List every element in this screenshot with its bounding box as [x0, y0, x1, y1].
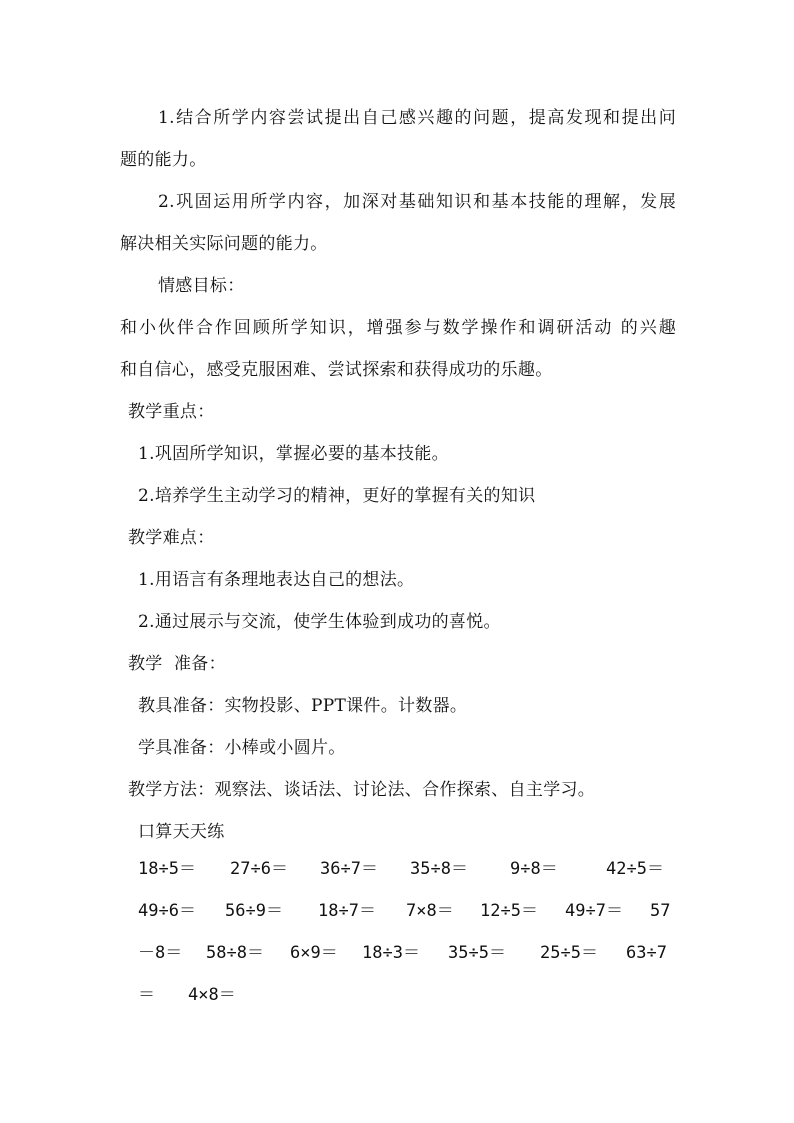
emotional-goals-line-1: 和小伙伴合作回顾所学知识，增强参与数学操作和调研活动 的兴趣 [120, 318, 676, 338]
math-problem: 27÷6＝ [230, 859, 288, 879]
math-problem: 35÷5＝ [448, 943, 506, 963]
math-problem: 25÷5＝ [540, 943, 598, 963]
math-problem: 49÷6＝ [138, 901, 196, 921]
math-problem: 42÷5＝ [606, 859, 664, 879]
math-problem: 35÷8＝ [410, 859, 468, 879]
emotional-goals-line-2: 和自信心，感受克服困难、尝试探索和获得成功的乐趣。 [120, 360, 553, 380]
math-problem: 57 [650, 901, 671, 921]
math-problem: 7×8＝ [406, 901, 454, 921]
objective-2-line-1: 2.巩固运用所学内容，加深对基础知识和基本技能的理解，发展 [158, 192, 676, 212]
key-points-heading: 教学重点： [128, 402, 215, 422]
math-problem: 18÷7＝ [318, 901, 376, 921]
math-problem: 63÷7 [626, 943, 667, 963]
key-point-item-2: 2.培养学生主动学习的精神，更好的掌握有关的知识 [138, 486, 536, 506]
mental-math-title: 口算天天练 [138, 822, 225, 842]
objective-1-line-1: 1.结合所学内容尝试提出自己感兴趣的问题，提高发现和提出问 [158, 108, 676, 128]
math-problem: 9÷8＝ [510, 859, 558, 879]
difficulties-heading: 教学难点： [128, 528, 215, 548]
math-problem: 12÷5＝ [480, 901, 538, 921]
objective-2-line-2: 解决相关实际问题的能力。 [120, 234, 328, 254]
key-point-item-1: 1.巩固所学知识，掌握必要的基本技能。 [138, 444, 449, 464]
teaching-methods: 教学方法：观察法、谈话法、讨论法、合作探索、自主学习。 [128, 780, 596, 800]
difficulty-item-2: 2.通过展示与交流，使学生体验到成功的喜悦。 [138, 612, 501, 632]
emotional-goals-heading: 情感目标： [158, 276, 245, 296]
math-problem: 18÷5＝ [138, 859, 196, 879]
student-preparation: 学具准备：小棒或小圆片。 [138, 738, 346, 758]
preparation-heading: 教学 准备： [128, 654, 226, 674]
teacher-preparation: 教具准备：实物投影、PPT课件。计数器。 [138, 696, 468, 716]
math-problem: 56÷9＝ [225, 901, 283, 921]
math-problem: 4×8＝ [188, 985, 236, 1005]
difficulty-item-1: 1.用语言有条理地表达自己的想法。 [138, 570, 415, 590]
math-problem: 49÷7＝ [565, 901, 623, 921]
math-problem: 6×9＝ [290, 943, 338, 963]
objective-1-line-2: 题的能力。 [120, 150, 207, 170]
math-problem: 58÷8＝ [206, 943, 264, 963]
math-problem: 18÷3＝ [362, 943, 420, 963]
math-problem: －8＝ [138, 943, 183, 963]
math-problem: ＝ [138, 985, 155, 1005]
math-problem: 36÷7＝ [320, 859, 378, 879]
